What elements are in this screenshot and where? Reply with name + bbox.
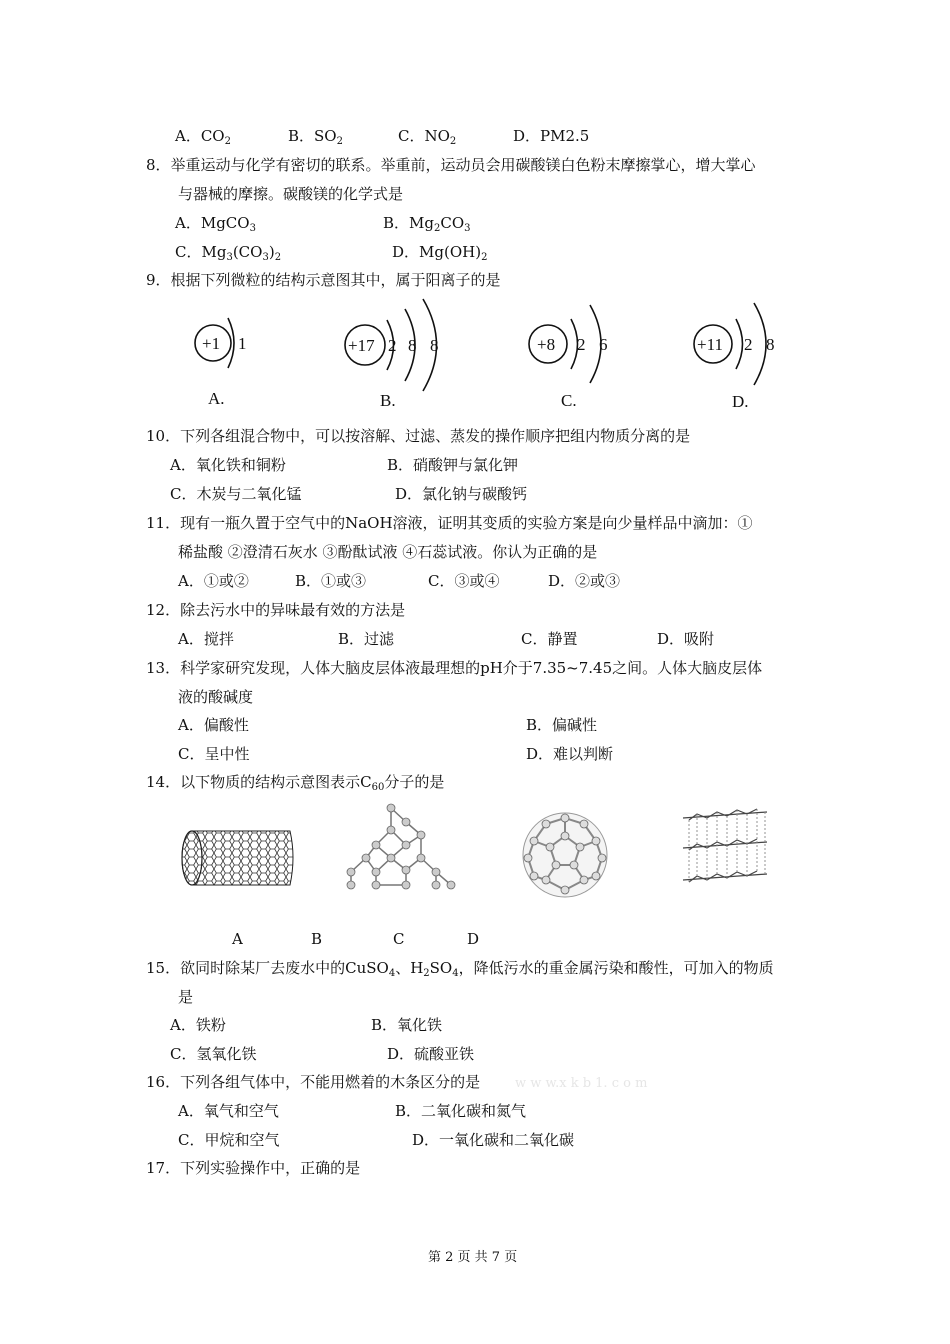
q16-option-b: B．二氧化碳和氮气 xyxy=(395,1102,527,1120)
q7-option-c: C．$NO_2$ xyxy=(398,127,457,147)
q16-option-a: A．氧气和空气 xyxy=(178,1102,279,1120)
q11-option-a: A．①或② xyxy=(178,572,249,590)
c60-fullerene-image xyxy=(516,806,614,904)
q7-option-d: D．PM2.5 xyxy=(513,127,590,145)
q11-stem-line2: 稀盐酸 ②澄清石灰水 ③酚酞试液 ④石蕊试液。你认为正确的是 xyxy=(178,543,598,561)
particle-d-label: D. xyxy=(732,392,749,411)
q12-option-b: B．过滤 xyxy=(338,630,395,648)
q15-option-c: C．氢氧化铁 xyxy=(170,1045,257,1063)
q14-label-b: B xyxy=(311,930,323,948)
shell-arc-d1 xyxy=(736,319,743,369)
q10-option-a: A．氧化铁和铜粉 xyxy=(170,456,286,474)
particle-c-label: C. xyxy=(561,391,577,410)
q8-option-a: A．MgCO$_3$ xyxy=(175,214,256,234)
q11-option-d: D．②或③ xyxy=(548,572,621,590)
q10-option-b: B．硝酸钾与氯化钾 xyxy=(387,456,519,474)
q12-option-d: D．吸附 xyxy=(657,630,715,648)
q15-option-b: B．氧化铁 xyxy=(371,1016,443,1034)
q13-stem-line2: 液的酸碱度 xyxy=(178,688,254,706)
q9-stem: 9．根据下列微粒的结构示意图其中，属于阳离子的是 xyxy=(146,271,501,289)
q8-option-b: B．$Mg_2CO_3$ xyxy=(383,214,471,234)
q14-label-d: D xyxy=(467,930,480,948)
q12-stem: 12．除去污水中的异味最有效的方法是 xyxy=(146,601,406,619)
particle-a-shell-1: 1 xyxy=(238,334,247,353)
particle-d-shell-2: 8 xyxy=(766,335,775,354)
q8-stem-line2: 与器械的摩擦。碳酸镁的化学式是 xyxy=(178,185,404,203)
particle-d-shell-1: 2 xyxy=(744,335,753,354)
particle-c-shell-2: 6 xyxy=(599,335,608,354)
particle-b-label: B. xyxy=(380,391,396,410)
watermark: w w w.x k b 1. c o m xyxy=(515,1076,648,1091)
q11-option-c: C．③或④ xyxy=(428,572,500,590)
q14-label-a: A xyxy=(232,930,243,948)
q15-option-d: D．硫酸亚铁 xyxy=(387,1045,475,1063)
particle-c-nucleus: +8 xyxy=(537,335,556,354)
q16-option-c: C．甲烷和空气 xyxy=(178,1131,280,1149)
q14-stem: 14．以下物质的结构示意图表示$C_{60}$分子的是 xyxy=(146,773,445,793)
particle-b-shell-2: 8 xyxy=(408,336,417,355)
q9-structure-diagrams xyxy=(180,295,820,415)
q13-option-b: B．偏碱性 xyxy=(526,716,598,734)
q15-stem-line2: 是 xyxy=(178,988,194,1006)
diamond-lattice-image xyxy=(346,800,456,895)
q13-stem-line1: 13．科学家研究发现，人体大脑皮层体液最理想的pH介于7.35~7.45之间。人体大脑皮层体 xyxy=(146,659,763,677)
q10-option-c: C．木炭与二氧化锰 xyxy=(170,485,302,503)
q7-option-b: B．$SO_2$ xyxy=(288,127,343,147)
q8-option-d: D．$Mg(OH)_2$ xyxy=(392,243,488,263)
particle-a-nucleus: +1 xyxy=(202,334,221,353)
q16-stem: 16．下列各组气体中，不能用燃着的木条区分的是 xyxy=(146,1073,481,1091)
q13-option-d: D．难以判断 xyxy=(526,745,614,763)
q11-stem-line1: 11．现有一瓶久置于空气中的NaOH溶液，证明其变质的实验方案是向少量样品中滴加：① xyxy=(146,514,753,532)
q11-option-b: B．①或③ xyxy=(295,572,367,590)
particle-c-shell-1: 2 xyxy=(577,335,586,354)
q12-option-c: C．静置 xyxy=(521,630,578,648)
graphite-layers-image xyxy=(675,800,775,895)
particle-b-shell-1: 2 xyxy=(388,336,397,355)
page-footer: 第 2 页 共 7 页 xyxy=(428,1250,518,1265)
particle-d-nucleus: +11 xyxy=(697,335,723,354)
particle-b-shell-3: 8 xyxy=(430,336,439,355)
carbon-nanotube-image xyxy=(178,825,298,890)
q8-option-c: C．$Mg_3(CO_3)_2$ xyxy=(175,243,282,263)
particle-a-label: A. xyxy=(208,389,225,408)
q17-stem: 17．下列实验操作中，正确的是 xyxy=(146,1159,361,1177)
q16-option-d: D．一氧化碳和二氧化碳 xyxy=(412,1131,575,1149)
q14-label-c: C xyxy=(393,930,405,948)
q13-option-a: A．偏酸性 xyxy=(178,716,249,734)
q15-stem-line1: 15．欲同时除某厂去废水中的CuSO$_4$、$H_2SO_4$，降低污水的重金属污染和酸性，可加入的物质 xyxy=(146,959,774,979)
q10-option-d: D．氯化钠与碳酸钙 xyxy=(395,485,528,503)
q12-option-a: A．搅拌 xyxy=(178,630,234,648)
q7-option-a: A．$CO_2$ xyxy=(175,127,231,147)
q8-stem-line1: 8．举重运动与化学有密切的联系。举重前，运动员会用碳酸镁白色粉末摩擦掌心，增大掌心 xyxy=(146,156,756,174)
shell-arc-d2 xyxy=(754,303,766,385)
q13-option-c: C．呈中性 xyxy=(178,745,250,763)
particle-b-nucleus: +17 xyxy=(348,336,375,355)
q15-option-a: A．铁粉 xyxy=(170,1016,226,1034)
q10-stem: 10．下列各组混合物中，可以按溶解、过滤、蒸发的操作顺序把组内物质分离的是 xyxy=(146,427,691,445)
